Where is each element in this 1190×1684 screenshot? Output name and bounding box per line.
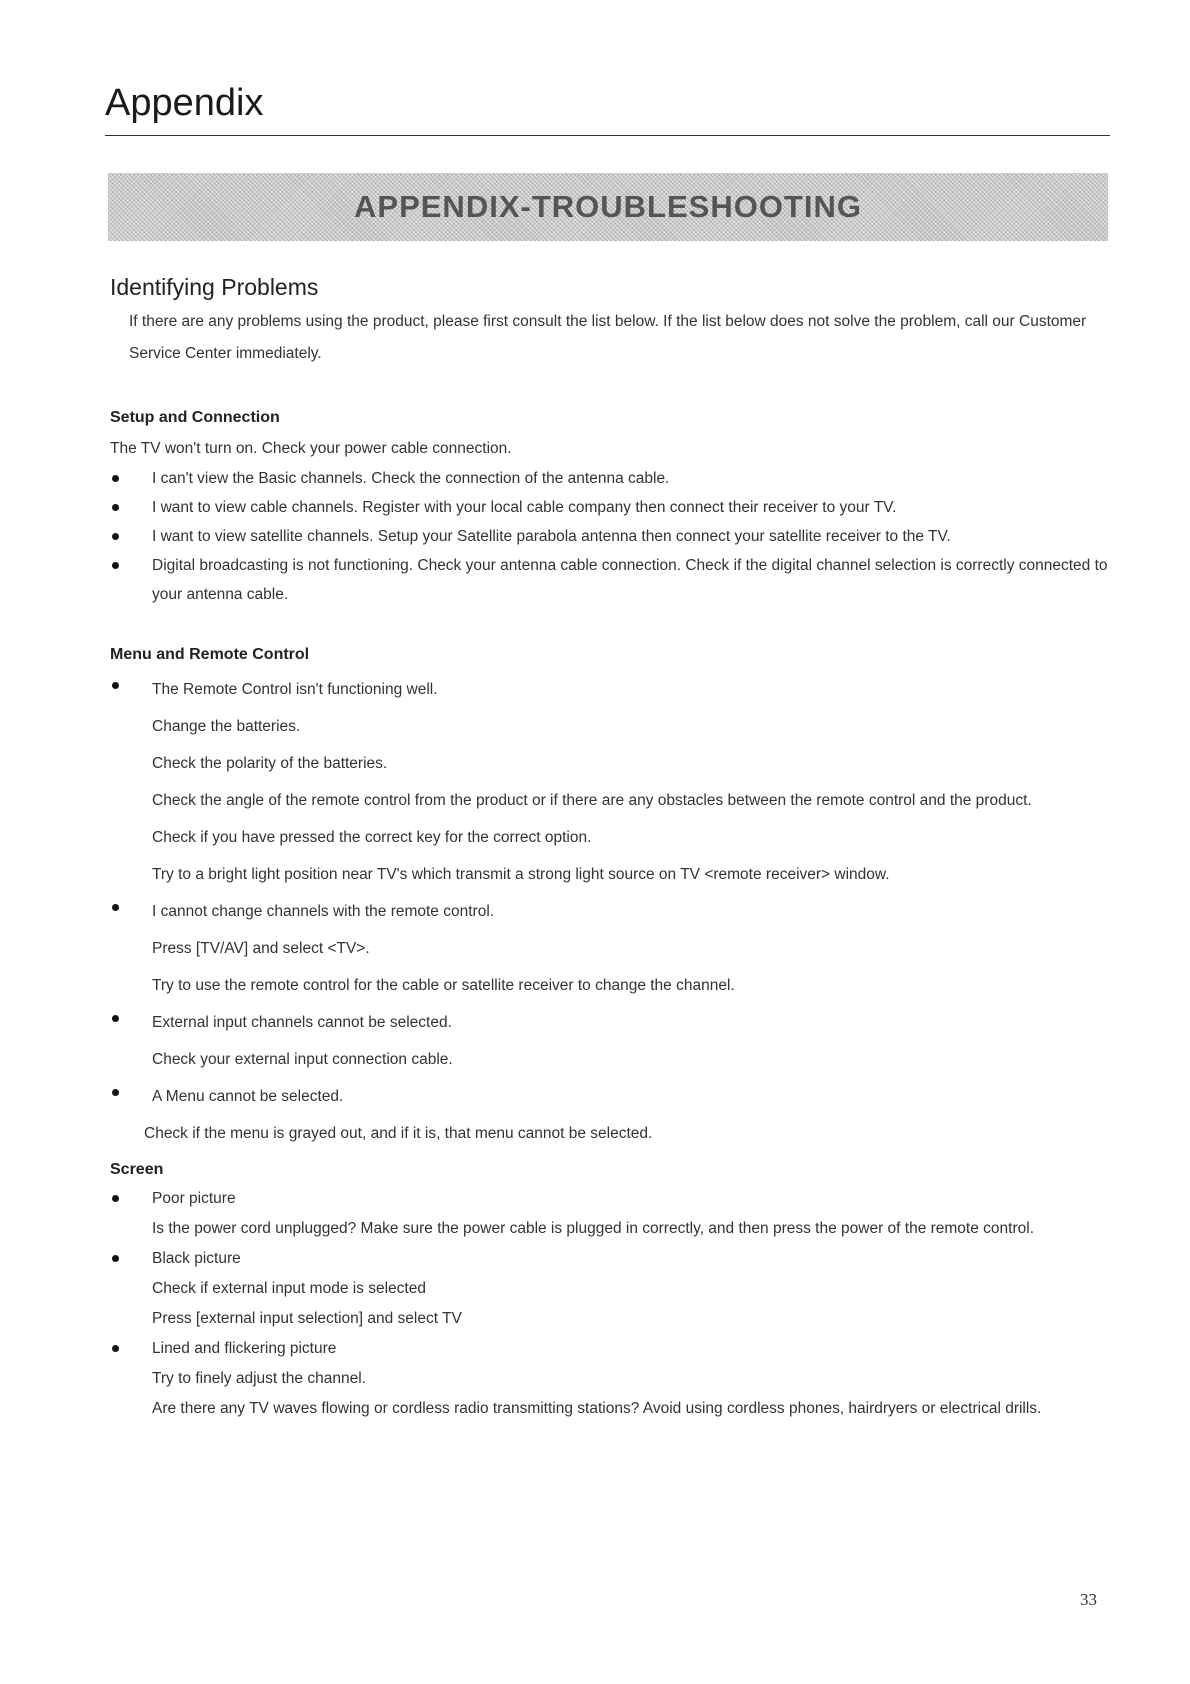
list-item-label: External input channels cannot be selected.: [152, 1014, 452, 1031]
sub-item: Press [external input selection] and select TV: [152, 1310, 462, 1327]
setup-list: [110, 464, 1110, 609]
sub-item: Is the power cord unplugged? Make sure the power cable is plugged in correctly, and then press the power of the remote control.: [152, 1220, 1034, 1237]
list-item: Digital broadcasting is not functioning. Check your antenna cable connection. Check if the digital channel selection is correctly connected to your antenna cable.: [110, 551, 1110, 609]
sub-item: Press [TV/AV] and select <TV>.: [152, 940, 370, 957]
sub-item: Check your external input connection cable.: [152, 1051, 453, 1068]
sub-item: Try to finely adjust the channel.: [152, 1370, 366, 1387]
title-divider: [105, 135, 1110, 136]
list-item-label: Lined and flickering picture: [152, 1340, 337, 1357]
list-item: [110, 893, 1110, 1004]
menu-list: [110, 671, 1110, 1115]
list-item: [110, 1184, 1110, 1244]
list-item: [110, 1334, 1110, 1424]
sub-item: Are there any TV waves flowing or cordless radio transmitting stations? Avoid using cordless phones, hairdryers or electrical drills.: [152, 1400, 1042, 1417]
list-item: I can't view the Basic channels. Check the connection of the antenna cable.: [110, 464, 1110, 493]
troubleshooting-content: [110, 406, 1110, 1424]
list-item-label: I cannot change channels with the remote control.: [152, 903, 495, 920]
section-banner: [108, 173, 1108, 241]
list-item-label: Poor picture: [152, 1190, 236, 1207]
list-item: [110, 1244, 1110, 1334]
setup-line: The TV won't turn on. Check your power cable connection.: [110, 440, 512, 457]
screen-heading: Screen: [110, 1161, 164, 1178]
page-title: Appendix: [105, 82, 264, 124]
identifying-problems-title: Identifying Problems: [110, 274, 319, 300]
list-item-label: Black picture: [152, 1250, 241, 1267]
banner-text: APPENDIX-TROUBLESHOOTING: [354, 189, 862, 224]
sub-item: Check the angle of the remote control from the product or if there are any obstacles between the remote control and the product.: [152, 792, 1032, 809]
sub-item: Try to use the remote control for the cable or satellite receiver to change the channel.: [152, 977, 735, 994]
sub-item: Try to a bright light position near TV's which transmit a strong light source on TV <remote receiver> window.: [152, 866, 890, 883]
sub-item: Check if external input mode is selected: [152, 1280, 426, 1297]
list-item: [110, 1078, 1110, 1115]
intro-paragraph: If there are any problems using the product, please first consult the list below. If the list below does not solve the problem, call our Customer Service Center immediately.: [129, 313, 1087, 362]
list-item-label: A Menu cannot be selected.: [152, 1088, 344, 1105]
screen-list: [110, 1184, 1110, 1424]
page-number: 33: [1080, 1590, 1097, 1609]
setup-heading: Setup and Connection: [110, 409, 280, 426]
list-item: [110, 671, 1110, 893]
list-item: I want to view cable channels. Register with your local cable company then connect their receiver to your TV.: [110, 493, 1110, 522]
sub-item: Check if you have pressed the correct key for the correct option.: [152, 829, 592, 846]
list-item: [110, 1004, 1110, 1078]
sub-item: Change the batteries.: [152, 718, 301, 735]
menu-heading: Menu and Remote Control: [110, 646, 310, 663]
list-item-label: The Remote Control isn't functioning well.: [152, 681, 438, 698]
sub-item: Check the polarity of the batteries.: [152, 755, 388, 772]
menu-trailing-note: Check if the menu is grayed out, and if it is, that menu cannot be selected.: [144, 1125, 653, 1142]
list-item: I want to view satellite channels. Setup your Satellite parabola antenna then connect your satellite receiver to the TV.: [110, 522, 1110, 551]
